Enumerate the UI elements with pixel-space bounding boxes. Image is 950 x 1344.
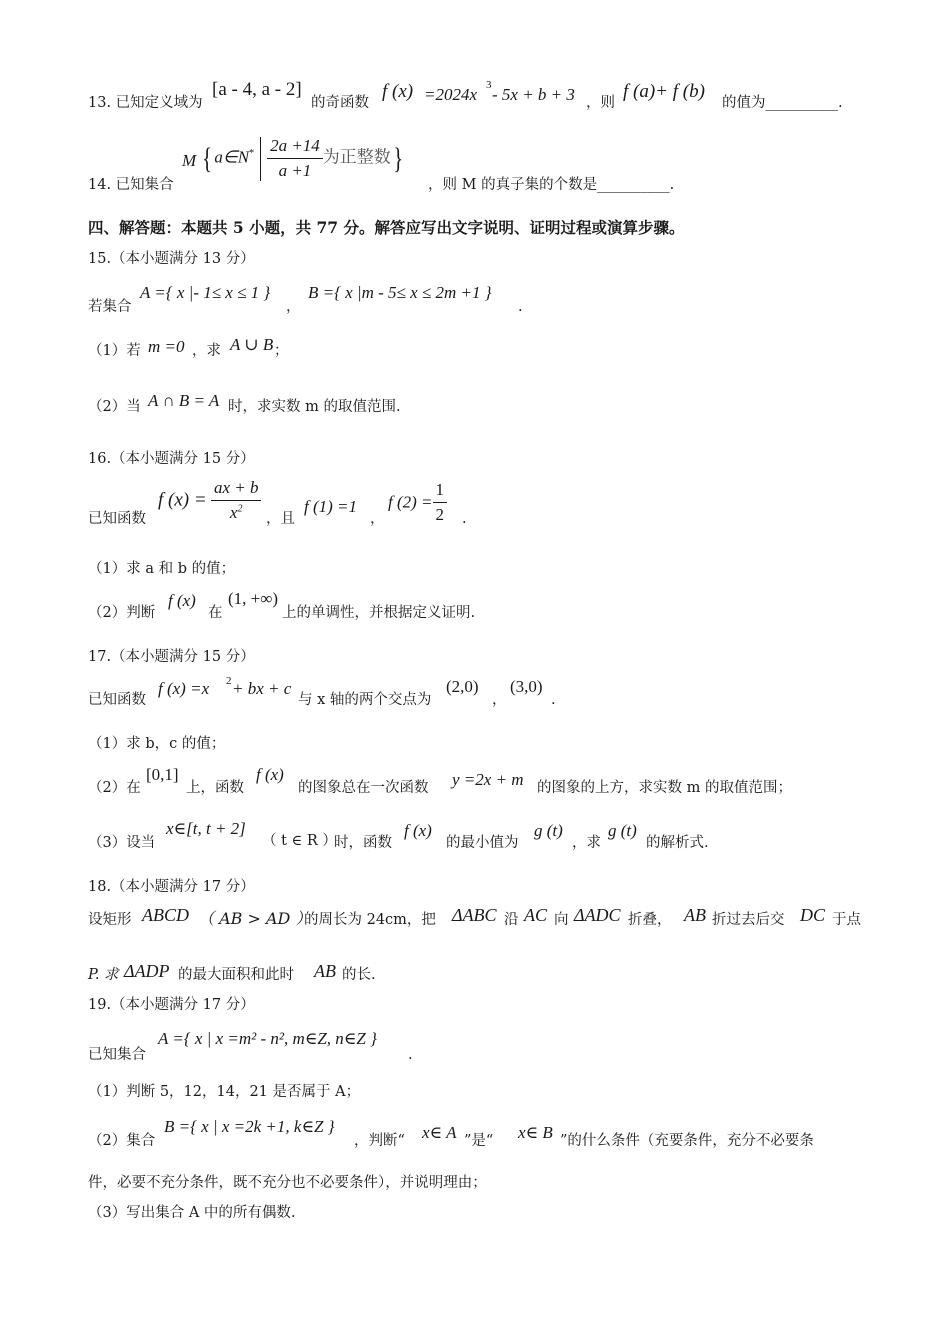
q18-to: 向	[554, 912, 569, 928]
q19-setB: B ={ x | x =2k +1, k∈Z }	[164, 1117, 335, 1136]
q16-half-den: 2	[435, 505, 445, 524]
q17-rest: + bx + c	[232, 679, 292, 698]
q17-p2-line: y =2x + m	[452, 770, 524, 789]
q17-mid: 与 x 轴的两个交点为	[298, 692, 432, 708]
q18-line1-c: 折过去后交	[712, 912, 785, 928]
q15-setB: B ={ x |m - 5≤ x ≤ 2m +1 }	[308, 283, 492, 302]
q19-p1: （1）判断 5，12，14，21 是否属于 A；	[88, 1084, 361, 1100]
q16-p2-mid: 在	[208, 605, 223, 621]
q17-period: .	[551, 692, 556, 708]
q15-p2-math: A ∩ B = A	[148, 391, 220, 410]
q16-den: x	[229, 503, 238, 522]
q17-p2-mid2: 的图象总在一次函数	[298, 780, 429, 796]
q17-p3-mid2: 的最小值为	[446, 835, 519, 851]
q14-fraction	[267, 136, 323, 181]
q15-setA: A ={ x |- 1≤ x ≤ 1 }	[140, 283, 271, 302]
q18-ab: AB	[684, 905, 706, 925]
q17-p3-g2: g (t)	[608, 821, 637, 840]
q16-num: ax + b	[211, 478, 262, 501]
q14-num: 2a +14	[267, 136, 323, 159]
q18-rect: ABCD	[142, 905, 189, 925]
q16-intro: 已知函数	[88, 511, 146, 527]
q19-p2-end: ”的什么条件（充要条件，充分不必要条	[560, 1133, 814, 1149]
q14-M: M	[182, 151, 197, 170]
q18-tri1: ΔABC	[452, 905, 497, 925]
q16-cond2: f (2) =	[388, 492, 433, 512]
q18-line2-c: 的长.	[342, 967, 376, 983]
q18-line2-a: P. 求	[88, 967, 119, 983]
q16-p1: （1）求 a 和 b 的值；	[88, 561, 236, 577]
q19-p2-line2: 件，必要不充分条件，既不充分也不必要条件），并说明理由；	[88, 1175, 487, 1191]
q17-p3-g: g (t)	[534, 821, 563, 840]
q19-p2-pre: （2）集合	[88, 1133, 156, 1149]
q16-half-num: 1	[433, 480, 448, 503]
q16-cond1: f (1) =1	[304, 497, 358, 516]
q16-cond1-pre: ，且	[266, 511, 295, 527]
q17-p2-fx: f (x)	[256, 765, 284, 784]
q13-then: ，则	[586, 95, 615, 111]
q17-p3-mid: 时，函数	[334, 835, 392, 851]
q13-prefix: 13. 已知定义域为	[88, 95, 203, 111]
q14-cond: 为正整数	[322, 147, 391, 168]
q17-p3-end: 的解析式.	[646, 835, 709, 851]
q17-p2-end: 的图象的上方，求实数 m 的取值范围；	[537, 780, 792, 796]
q16-p2-interval: (1, +∞)	[228, 589, 279, 608]
q17-exp: 2	[226, 675, 232, 687]
q16-den-exp: 2	[237, 503, 243, 515]
q16-p2-pre: （2）判断	[88, 605, 156, 621]
q19-intro: 已知集合	[88, 1047, 146, 1063]
q15-p1-math2: A ∪ B	[230, 335, 274, 354]
q13-fx: f (x)	[382, 81, 414, 102]
q17-intro: 已知函数	[88, 692, 146, 708]
q17-fx: f (x) =x	[158, 679, 210, 698]
q18-tri2: ΔADC	[574, 905, 621, 925]
q17-p3-paren: （ t ∈ R ）	[262, 833, 337, 849]
q17-pt1: (2,0)	[446, 677, 479, 696]
q16-den-wrap	[211, 501, 262, 523]
q19-xa: x∈ A	[422, 1123, 457, 1142]
q18-dc: DC	[800, 905, 826, 925]
q18-line2-b: 的最大面积和此时	[178, 967, 294, 983]
q17-p3-mid3: ，求	[572, 835, 601, 851]
section-heading: 四、解答题：本题共 5 小题，共 77 分。解答应写出文字说明、证明过程或演算步骤。	[88, 218, 685, 237]
q17-p2-pre: （2）在	[88, 780, 141, 796]
q16-function	[158, 478, 261, 523]
q17-p3-fx: f (x)	[404, 821, 432, 840]
q13-suffix: 的值为__________.	[722, 95, 843, 111]
q17-p2-interval: [0,1]	[146, 765, 179, 784]
q14-star: *	[249, 147, 255, 159]
q19-period: .	[408, 1047, 413, 1063]
q18-line1-d: 于点	[832, 912, 861, 928]
q19-p2-mid2: ”是“	[464, 1133, 494, 1149]
q13-mid: 的奇函数	[311, 95, 369, 111]
q17-p2-mid: 上，函数	[186, 780, 244, 796]
q14-set-a: a∈N	[214, 147, 250, 167]
q19-setA: A ={ x | x =m² - n², m∈Z, n∈Z }	[158, 1029, 377, 1048]
q15-p1-mid: ，求	[192, 343, 221, 359]
q14-den: a +1	[278, 161, 312, 180]
q18-line1-a: 设矩形	[88, 912, 132, 928]
right-brace: }	[392, 141, 404, 175]
q16-fraction	[211, 478, 262, 523]
q19-p3: （3）写出集合 A 中的所有偶数.	[88, 1205, 296, 1221]
q13-sum: f (a)+ f (b)	[623, 81, 705, 102]
q13-rest: - 5x + b + 3	[492, 85, 575, 104]
q13-domain: [a - 4, a - 2]	[212, 79, 302, 100]
q18-tri3: ΔADP	[124, 961, 170, 981]
q17-p3-interval: x∈[t, t + 2]	[166, 819, 246, 838]
q18-head: 18.（本小题满分 17 分）	[88, 879, 255, 895]
q18-along: 沿	[504, 912, 519, 928]
q17-p3-pre: （3）设当	[88, 835, 156, 851]
q15-period: .	[518, 299, 523, 315]
q13-eq: =2024x	[424, 85, 478, 104]
q15-comma: ，	[286, 299, 301, 315]
q18-paren: （ AB > AD ）	[198, 909, 312, 928]
q17-p1: （1）求 b，c 的值；	[88, 736, 226, 752]
q15-p1-math: m =0	[148, 337, 185, 356]
q14-prefix: 14. 已知集合	[88, 177, 174, 193]
q17-pt2: (3,0)	[510, 677, 543, 696]
q18-ac: AC	[524, 905, 548, 925]
q16-p2-end: 上的单调性，并根据定义证明.	[282, 605, 476, 621]
q16-cond2-pre: ，	[370, 511, 385, 527]
q15-intro: 若集合	[88, 299, 132, 315]
q16-half	[433, 480, 448, 525]
left-brace: {	[202, 141, 213, 175]
q16-p2-fx: f (x)	[168, 591, 196, 610]
q16-head: 16.（本小题满分 15 分）	[88, 451, 255, 467]
q19-p2-mid: ，判断“	[354, 1133, 405, 1149]
q16-fx: f (x) =	[158, 489, 207, 511]
q15-p1-pre: （1）若	[88, 343, 141, 359]
q18-ab2: AB	[314, 961, 336, 981]
q13-exp: 3	[486, 79, 492, 91]
q15-p1-end: ；	[274, 343, 289, 359]
q19-xb: x∈ B	[518, 1123, 553, 1142]
q16-period: .	[462, 511, 467, 527]
q15-p2-end: 时，求实数 m 的取值范围.	[228, 399, 401, 415]
q16-cond2-wrap	[388, 480, 447, 525]
q18-fold: 折叠，	[628, 912, 672, 928]
q17-sep: ，	[492, 692, 507, 708]
q14-suffix: ，则 M 的真子集的个数是__________.	[428, 177, 675, 193]
q14-set	[200, 136, 405, 181]
q15-head: 15.（本小题满分 13 分）	[88, 251, 255, 267]
q19-head: 19.（本小题满分 17 分）	[88, 997, 255, 1013]
q15-p2-pre: （2）当	[88, 399, 141, 415]
set-bar	[260, 137, 261, 181]
q18-line1-b: 的周长为 24cm，把	[304, 912, 436, 928]
q17-head: 17.（本小题满分 15 分）	[88, 649, 255, 665]
